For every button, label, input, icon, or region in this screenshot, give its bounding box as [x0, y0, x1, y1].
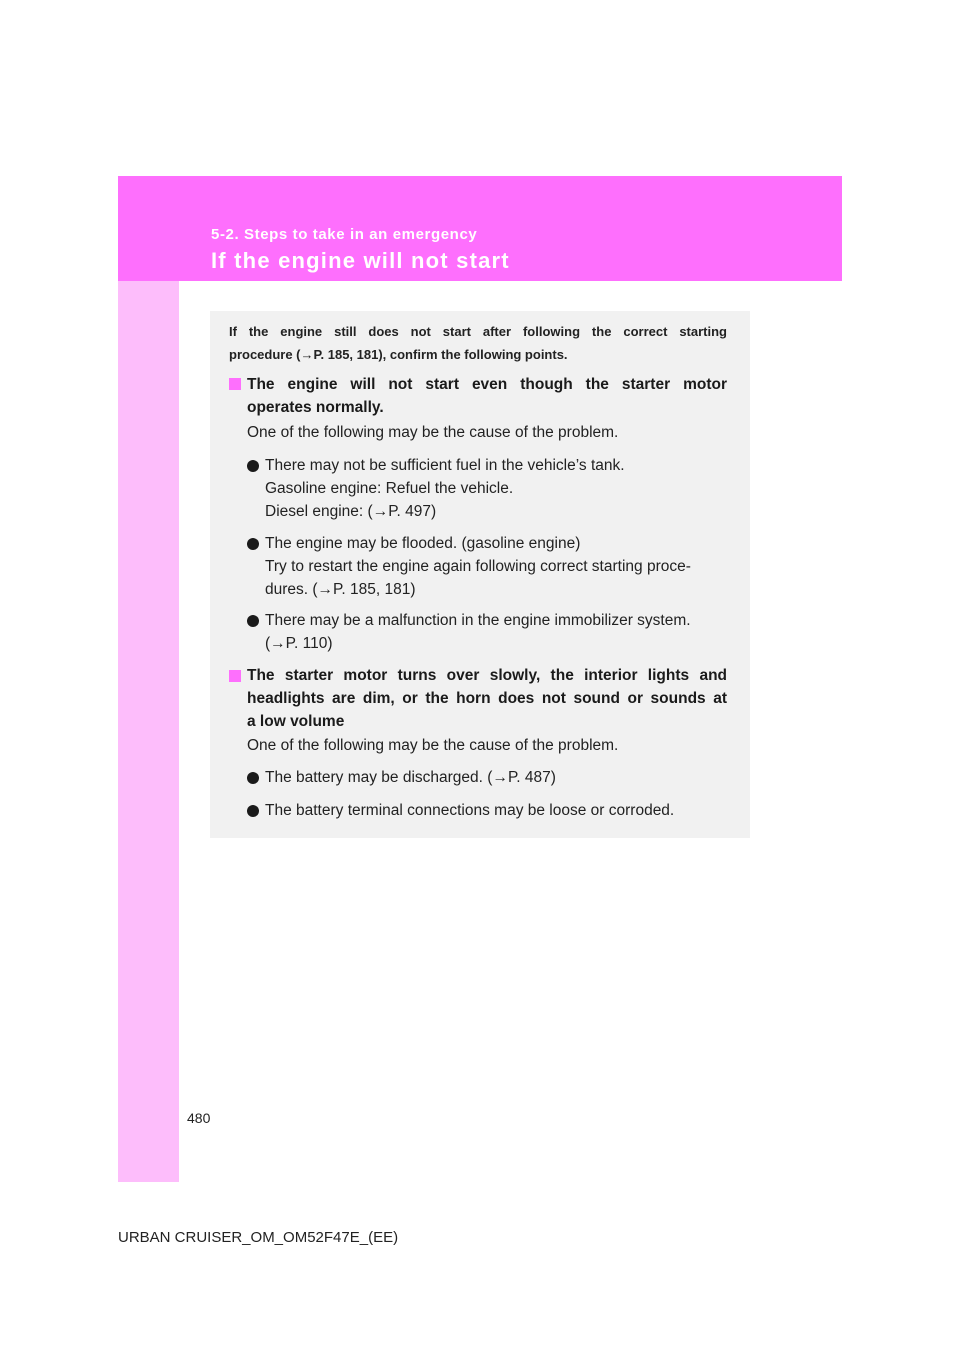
- section-square-icon: [229, 670, 241, 682]
- left-side-band: [118, 176, 179, 1182]
- section-label: 5-2. Steps to take in an emergency: [211, 226, 478, 243]
- bullet-icon: [247, 772, 259, 784]
- bullet-text: Gasoline engine: Refuel the vehicle.: [265, 480, 514, 497]
- case-heading: [247, 373, 727, 419]
- page-title: If the engine will not start: [211, 248, 510, 273]
- intro-line: procedure (→P. 185, 181), confirm the following points.: [229, 347, 568, 362]
- bullet-icon: [247, 615, 259, 627]
- cause-intro-text: One of the following may be the cause of the problem.: [247, 737, 619, 754]
- bullet-text: Try to restart the engine again following correct starting proce-: [265, 558, 691, 575]
- bullet-text: dures. (→P. 185, 181): [265, 581, 416, 598]
- bullet-text: The battery terminal connections may be loose or corroded.: [265, 802, 675, 819]
- case-heading-line: headlights are dim, or the horn does not sound or sounds at: [247, 690, 727, 707]
- bullet-icon: [247, 538, 259, 550]
- bullet-text: Diesel engine: (→P. 497): [265, 503, 437, 520]
- intro-line: If the engine still does not start after following the correct starting: [229, 324, 727, 339]
- bullet-icon: [247, 805, 259, 817]
- page-number: 480: [187, 1110, 211, 1126]
- case-heading-line: The starter motor turns over slowly, the interior lights and: [247, 667, 727, 684]
- bullet-text: There may not be sufficient fuel in the vehicle’s tank.: [265, 457, 625, 474]
- bullet-icon: [247, 460, 259, 472]
- footer-document-id: URBAN CRUISER_OM_OM52F47E_(EE): [118, 1229, 399, 1246]
- bullet-text: There may be a malfunction in the engine immobilizer system.: [265, 612, 691, 629]
- intro-paragraph: [229, 320, 727, 366]
- bullet-text: (→P. 110): [265, 635, 333, 652]
- case-heading-line: operates normally.: [247, 399, 384, 416]
- cause-intro-text: One of the following may be the cause of the problem.: [247, 424, 619, 441]
- bullet-text: The battery may be discharged. (→P. 487): [265, 769, 556, 786]
- case-heading-line: The engine will not start even though the starter motor: [247, 376, 727, 393]
- section-square-icon: [229, 378, 241, 390]
- bullet-text: The engine may be flooded. (gasoline engine): [265, 535, 581, 552]
- case-heading-line: a low volume: [247, 713, 345, 730]
- case-heading: [247, 664, 727, 733]
